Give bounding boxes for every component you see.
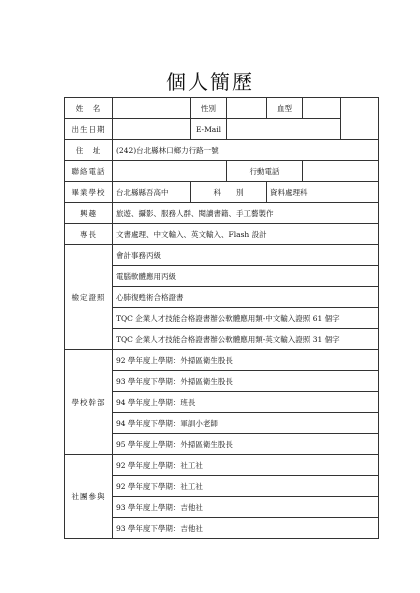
club-item: 93 學年度下學期：吉他社 [113,518,379,539]
cadre-row [65,350,379,371]
school-label: 畢業學校 [65,182,113,203]
cert-row [65,287,379,308]
club-item: 92 學年度上學期：社工社 [113,455,379,476]
phone-value[interactable] [113,161,227,182]
skill-value: 文書處理、中文輸入、英文輸入、Flash 設計 [113,224,379,245]
club-item: 93 學年度上學期：吉他社 [113,497,379,518]
gender-label: 性別 [191,98,227,119]
row-birth [65,119,379,140]
birth-label: 出生日期 [65,119,113,140]
row-address [65,140,379,161]
birth-value[interactable] [113,119,191,140]
blood-label: 血型 [267,98,303,119]
cert-row [65,308,379,329]
cadre-item: 92 學年度上學期：外掃區衛生股長 [113,350,379,371]
address-value: (242)台北縣林口鄉力行路一號 [113,140,379,161]
photo-cell [341,98,379,140]
club-row [65,455,379,476]
blood-value[interactable] [303,98,341,119]
row-skill [65,224,379,245]
cert-row [65,245,379,266]
cadre-label: 學校幹部 [65,350,113,455]
row-school [65,182,379,203]
hobby-label: 興趣 [65,203,113,224]
mobile-label: 行動電話 [227,161,303,182]
school-value: 台北縣縣吾高中 [113,182,191,203]
cadre-item: 93 學年度下學期：外掃區衛生股長 [113,371,379,392]
gender-value[interactable] [227,98,267,119]
dept-value: 資料處理科 [267,182,379,203]
cadre-item: 94 學年度下學期：軍訓小老師 [113,413,379,434]
cert-item: TQC 企業人才技能合格證書辦公軟體應用類-英文輸入證照 31 個字 [113,329,379,350]
resume-title: 個人簡歷 [166,70,254,94]
row-phone [65,161,379,182]
club-row [65,518,379,539]
phone-label: 聯絡電話 [65,161,113,182]
name-value[interactable] [113,98,191,119]
email-value[interactable] [227,119,341,140]
certs-label: 檢定證照 [65,245,113,350]
cert-item: 電腦軟體應用丙級 [113,266,379,287]
row-basic-info [65,98,379,119]
cadre-row [65,413,379,434]
club-item: 92 學年度下學期：社工社 [113,476,379,497]
name-label: 姓 名 [65,98,113,119]
club-row [65,497,379,518]
address-label: 住 址 [65,140,113,161]
cadre-item: 94 學年度上學期：班長 [113,392,379,413]
cadre-row [65,371,379,392]
email-label: E-Mail [191,119,227,140]
clubs-label: 社團參與 [65,455,113,539]
cadre-item: 95 學年度上學期：外掃區衛生股長 [113,434,379,455]
skill-label: 專長 [65,224,113,245]
cert-item: 心肺復甦術合格證書 [113,287,379,308]
cert-item: TQC 企業人才技能合格證書辦公軟體應用類-中文輸入證照 61 個字 [113,308,379,329]
hobby-value: 旅遊、攝影、服務人群、閱讀書籍、手工藝製作 [113,203,379,224]
dept-label: 科 別 [191,182,267,203]
cadre-row [65,392,379,413]
mobile-value[interactable] [303,161,379,182]
cert-row [65,266,379,287]
cert-item: 會計事務丙級 [113,245,379,266]
club-row [65,476,379,497]
cadre-row [65,434,379,455]
row-hobby [65,203,379,224]
resume-table [64,97,379,539]
cert-row [65,329,379,350]
